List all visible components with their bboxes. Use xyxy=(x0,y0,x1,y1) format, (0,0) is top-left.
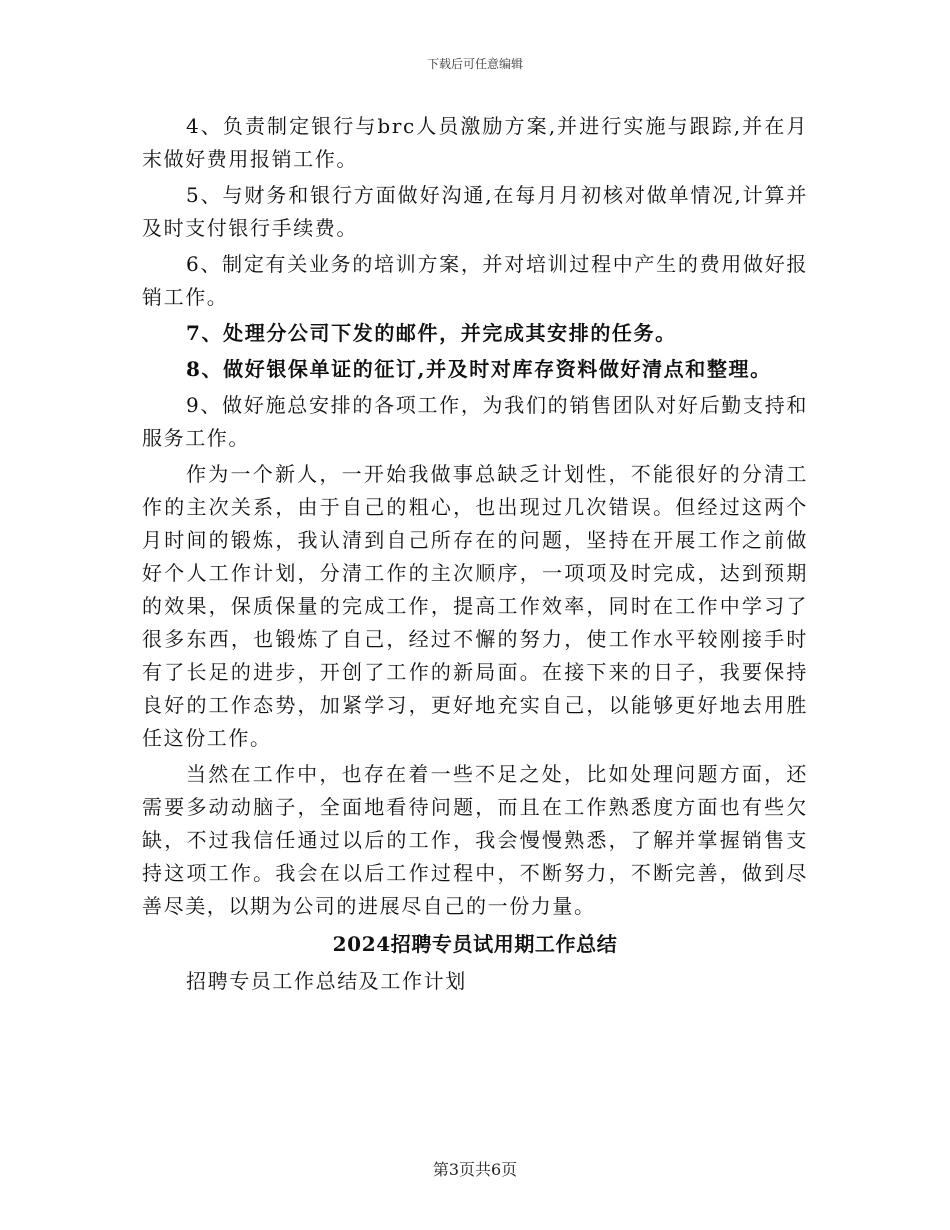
paragraph-item-8: 8、做好银保单证的征订,并及时对库存资料做好清点和整理。 xyxy=(186,357,772,381)
paragraph-newcomer-reflection: 作为一个新人，一开始我做事总缺乏计划性，不能很好的分清工作的主次关系，由于自己的粗心，也出现过几次错误。但经过这两个月时间的锻炼，我认清到自己所存在的问题，坚持在开展工作之前做好个人工作计划，分清工作的主次顺序，一项项及时完成，达到预期的效果，保质保量的完成工作，提高工作效率，同时在工作中学习了很多东西，也锻炼了自己，经过不懈的努力，使工作水平较刚接手时有了长足的进步，开创了工作的新局面。在接下来的日子，我要保持良好的工作态势，加紧学习，更好地充实自己，以能够更好地去用胜任这份工作。 xyxy=(142,462,808,750)
paragraph-item-6: 6、制定有关业务的培训方案，并对培训过程中产生的费用做好报销工作。 xyxy=(142,252,808,309)
paragraph-item-5: 5、与财务和银行方面做好沟通,在每月月初核对做单情况,计算并及时支付银行手续费。 xyxy=(142,183,808,240)
document-body xyxy=(142,110,808,1001)
page-footer: 第3页共6页 xyxy=(432,1160,518,1179)
subtitle-line: 招聘专员工作总结及工作计划 xyxy=(186,969,467,993)
paragraph-item-9: 9、做好施总安排的各项工作，为我们的销售团队对好后勤支持和服务工作。 xyxy=(142,393,808,450)
page-header: 下载后可任意编辑 xyxy=(426,57,523,71)
paragraph-shortcomings: 当然在工作中，也存在着一些不足之处，比如处理问题方面，还需要多动动脑子，全面地看待问题，而且在工作熟悉度方面也有些欠缺，不过我信任通过以后的工作，我会慢慢熟悉，了解并掌握销售支持这项工作。我会在以后工作过程中，不断努力，不断完善，做到尽善尽美，以期为公司的进展尽自己的一份力量。 xyxy=(142,762,808,918)
section-title: 2024招聘专员试用期工作总结 xyxy=(332,932,618,956)
paragraph-item-7: 7、处理分公司下发的邮件，并完成其安排的任务。 xyxy=(186,321,677,345)
paragraph-item-4: 4、负责制定银行与brc人员激励方案,并进行实施与跟踪,并在月末做好费用报销工作。 xyxy=(142,114,808,171)
